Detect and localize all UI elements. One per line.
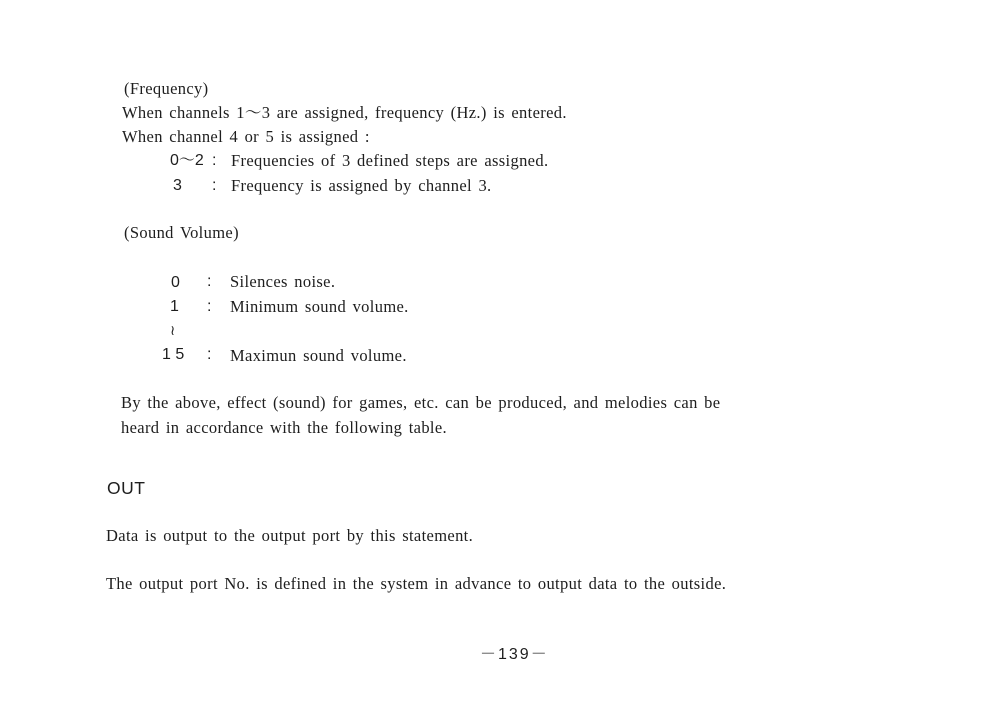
frequency-line-1: When channels 1～3 are assigned, frequency (Hz.) is entered.: [122, 103, 567, 122]
volume-item-key: 0: [171, 274, 180, 291]
volume-item-separator: :: [207, 346, 212, 363]
page-number: －139－: [480, 646, 549, 663]
frequency-item-separator: :: [212, 177, 217, 194]
out-section-title: OUT: [107, 478, 146, 498]
frequency-item-text: Frequencies of 3 defined steps are assigned.: [231, 151, 549, 170]
volume-item-text: Minimum sound volume.: [230, 297, 409, 316]
out-paragraph-2: The output port No. is defined in the system in advance to output data to the outside.: [106, 574, 727, 593]
out-paragraph-1: Data is output to the output port by this statement.: [106, 526, 474, 545]
volume-item-key: 1: [170, 298, 179, 315]
frequency-item-text: Frequency is assigned by channel 3.: [231, 176, 492, 195]
summary-line-2: heard in accordance with the following table.: [121, 418, 448, 437]
volume-item-separator: :: [207, 298, 212, 315]
volume-item-key: 1 5: [162, 346, 185, 363]
summary-line-1: By the above, effect (sound) for games, etc. can be produced, and melodies can be: [121, 393, 721, 412]
volume-heading: (Sound Volume): [124, 223, 239, 242]
frequency-item-key: 3: [173, 177, 182, 194]
volume-item-separator: :: [207, 273, 212, 290]
volume-item-text: Maximun sound volume.: [230, 346, 407, 365]
frequency-line-2: When channel 4 or 5 is assigned :: [122, 127, 370, 146]
frequency-heading: (Frequency): [124, 79, 209, 98]
volume-item-text: Silences noise.: [230, 272, 336, 291]
frequency-item-key: 0～2: [170, 152, 204, 169]
volume-range-marker: ≀: [170, 322, 176, 338]
frequency-item-separator: :: [212, 152, 217, 169]
